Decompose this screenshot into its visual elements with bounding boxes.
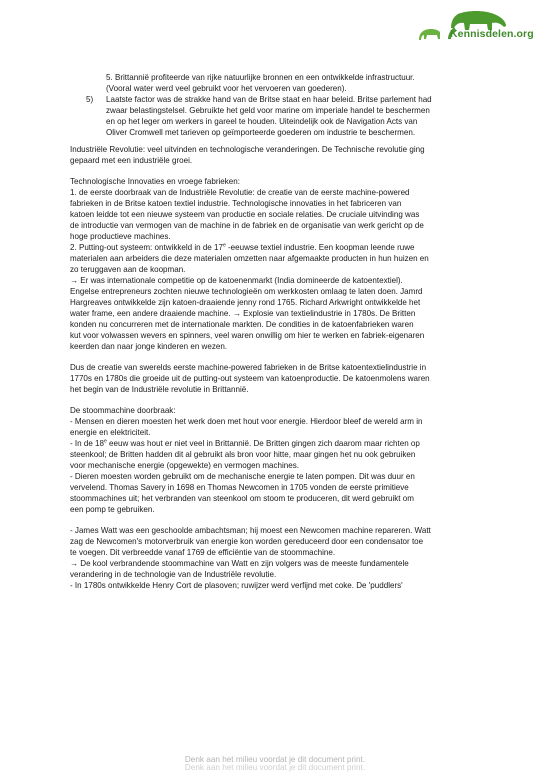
text-line: - In 1780s ontwikkelde Henry Cort de plasoven; ruwijzer werd verfijnd met coke. De 'puddlers' — [70, 581, 403, 590]
text-line: en op het leger om werkers in gareel te houden. Uiteindelijk ook de Navigation Acts van — [106, 117, 418, 126]
document-body — [70, 72, 490, 591]
text-line: zo teruggaven aan de koopman. — [70, 265, 186, 274]
text-line: Oliver Cromwell met tarieven op geïmporteerde goederen om industrie te beschermen. — [106, 128, 416, 137]
text-line: katoen leidde tot een nieuwe systeem van productie en sociale relaties. De cruciale uitvinding was — [70, 210, 420, 219]
text-line: de introductie van vermogen van de machine in de fabriek en de organisatie van werk gericht op de — [70, 221, 424, 230]
footer-notice-shadow: Denk aan het milieu voordat je dit document print. — [184, 763, 366, 772]
site-logo[interactable] — [418, 10, 536, 48]
text-line: keerden dan naar jonge kinderen en wezen. — [70, 342, 228, 351]
footer-notice: Denk aan het milieu voordat je dit document print. — [184, 755, 366, 764]
text-line: voor mechanische energie (opgewekte) en vermogen machines. — [70, 461, 300, 470]
text-line: kut voor volwassen wevers en spinners, veel waren onwillig om hier te werken en fabriek-eigenaren — [70, 331, 425, 340]
text-line: hoge productieve machines. — [70, 232, 171, 241]
section-heading: De stoommachine doorbraak: — [70, 406, 176, 415]
list-item-5 — [70, 94, 490, 138]
text-line: zag de Newcomen's motorverbruik van energie kon worden gereduceerd door een condensator toe — [70, 537, 424, 546]
text-line: het begin van de Industriële revolutie in Brittannië. — [70, 385, 249, 394]
text-line: → De kool verbrandende stoommachine van Watt en zijn volgers was de meeste fundamentele — [70, 559, 409, 568]
text-line: Engelse entrepreneurs zochten nieuwe technologieën om werkkosten omlaag te laten doen. Jamrd — [70, 287, 423, 296]
text-segment: -eeuwse textiel industrie. Een koopman leende ruwe — [225, 243, 415, 252]
text-line: vervelend. Thomas Savery in 1698 en Thomas Newcomen in 1705 vonden de eerste primitieve — [70, 483, 409, 492]
text-line: gepaard met een industriële groei. — [70, 156, 193, 165]
text-line: - Mensen en dieren moesten het werk doen met hout voor energie. Hierdoor bleef de wereld arm in — [70, 417, 423, 426]
superscript: e — [222, 242, 226, 249]
text-line: - Dieren moesten worden gebruikt om de mechanische energie te laten pompen. Dit was duur en — [70, 472, 415, 481]
text-line: → Er was internationale competitie op de katoenenmarkt (India domineerde de katoentextiel). — [70, 276, 403, 285]
text-line: steenkool; de Britten hadden dit al gebruikt als bron voor hitte, maar gingen het nu ook gebruiken — [70, 450, 416, 459]
text-segment: eeuw was hout er niet veel in Brittannië. De Britten gingen zich daarom maar richten op — [106, 439, 420, 448]
text-line: fabrieken in de Britse katoen textiel industrie. Technologische innovaties in het fabriceren van — [70, 199, 402, 208]
text-line — [70, 242, 490, 253]
text-line: Industriële Revolutie: veel uitvinden en technologische veranderingen. De Technische revolutie ging — [70, 145, 425, 154]
list-number: 5) — [86, 95, 94, 104]
list-item-continuation: 5. Brittannië profiteerde van rijke natuurlijke bronnen en een ontwikkelde infrastructuur. — [106, 73, 415, 82]
text-line: 1. de eerste doorbraak van de Industriële Revolutie: de creatie van de eerste machine-powered — [70, 188, 410, 197]
text-line: zwaar belastingstelsel. Gebruikte het geld voor marine om imperiale handel te beschermen — [106, 106, 430, 115]
text-line: te voegen. Dit verbreedde vanaf 1769 de efficiëntie van de stoommachine. — [70, 548, 336, 557]
text-line: Laatste factor was de strakke hand van de Britse staat en haar beleid. Britse parlement had — [106, 95, 432, 104]
text-line: verandering in de technologie van de Industriële revolutie. — [70, 570, 277, 579]
text-line: water frame, een andere draaiende machine. → Explosie van textielindustrie in 1780s. De Britten — [70, 309, 416, 318]
superscript: e — [104, 438, 107, 445]
text-line: konden nu concurreren met de internationale markten. De condities in de katoenfabrieken waren — [70, 320, 414, 329]
text-line — [70, 438, 490, 449]
text-line: materialen aan arbeiders die deze materialen omzetten naar afgemaakte producten in hun huizen en — [70, 254, 429, 263]
text-line: - James Watt was een geschoolde ambachtsman; hij moest een Newcomen machine repareren. Watt — [70, 526, 431, 535]
text-line: een pomp te gebruiken. — [70, 505, 155, 514]
site-logo-text: Kennisdelen.org — [450, 28, 534, 40]
text-line: Hargreaves ontwikkelde zijn katoen-draaiende jenny rond 1765. Richard Arkwright ontwikkelde het — [70, 298, 421, 307]
list-item-continuation: (Vooral water werd veel gebruikt voor het vervoeren van goederen). — [106, 84, 347, 93]
text-line: 1770s en 1780s die groeide uit de putting-out systeem van katoenproductie. De katoenmolens waren — [70, 374, 430, 383]
text-line: Dus de creatie van swerelds eerste machine-powered fabrieken in de Britse katoentextielindustrie in — [70, 363, 427, 372]
text-segment: - In de 18 — [70, 439, 104, 448]
text-line: energie en elektriciteit. — [70, 428, 151, 437]
section-heading: Technologische Innovaties en vroege fabrieken: — [70, 177, 240, 186]
text-line: stoommachines uit; het verbranden van steenkool om stoom te produceren, dit werd gebruikt om — [70, 494, 414, 503]
text-segment: 2. Putting-out systeem: ontwikkeld in de 17 — [70, 243, 223, 252]
